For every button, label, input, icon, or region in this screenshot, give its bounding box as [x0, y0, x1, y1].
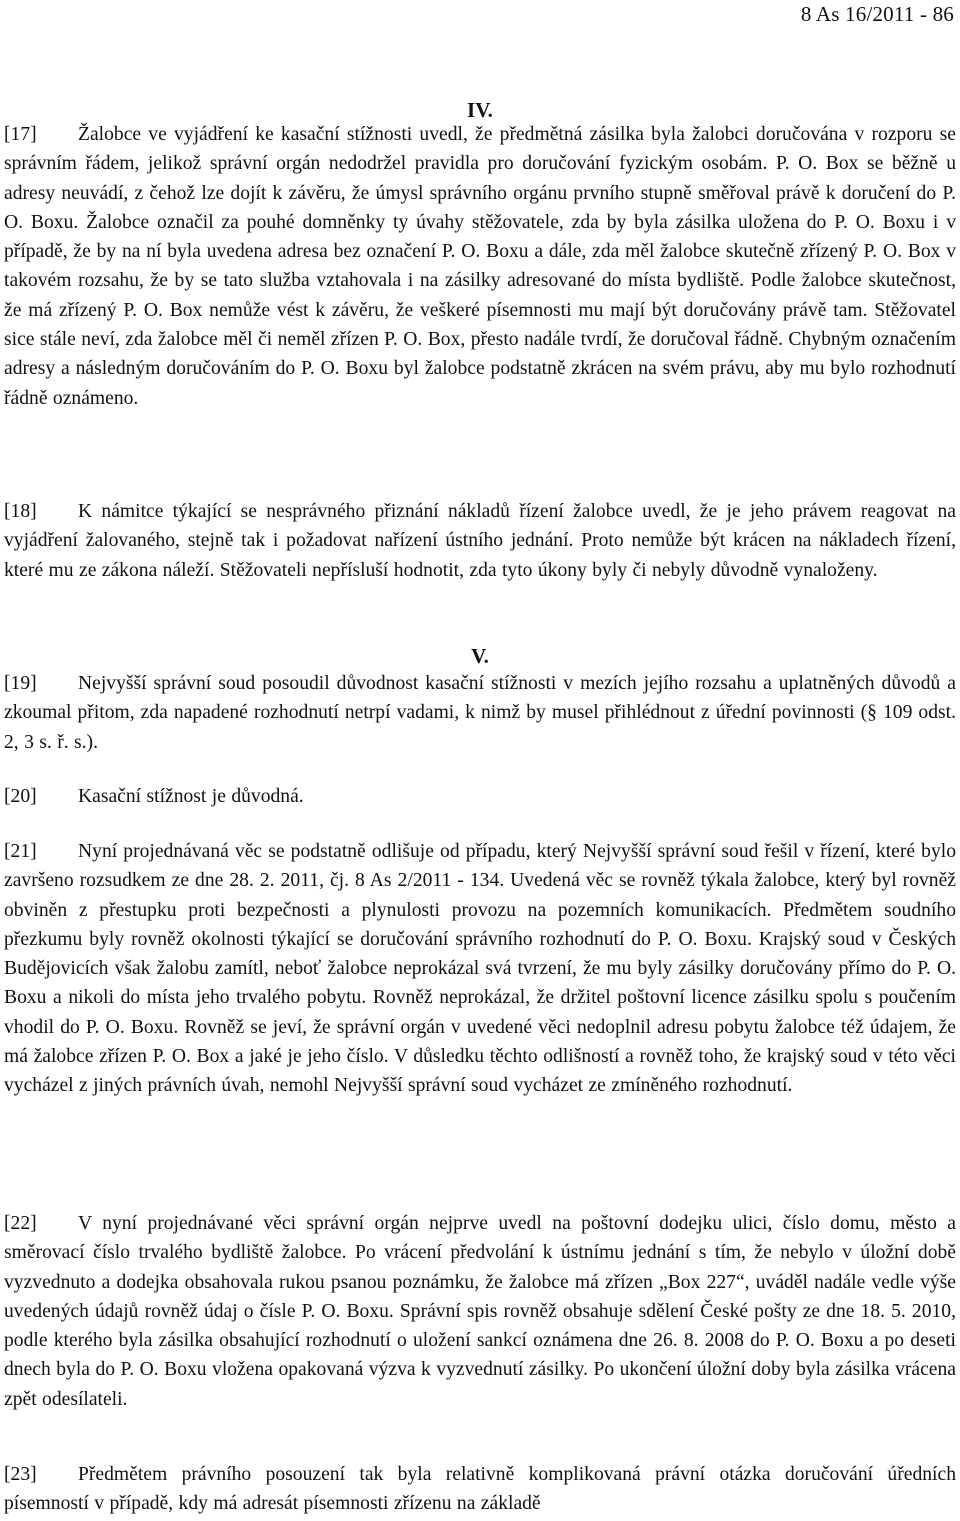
paragraph-text: Nyní projednávaná věc se podstatně odlišuje od případu, který Nejvyšší správní soud řešil v řízení, které bylo završeno rozsudkem ze dne 28. 2. 2011, čj. 8 As 2/2011 - 134. Uvedená věc se rovněž týkala žalobce, který byl rovněž obviněn z přestupku proti bezpečnosti a plynulosti provozu na pozemních komunikacích. Předmětem soudního přezkumu byly rovněž okolnosti týkající se doručování správního rozhodnutí do P. O. Boxu. Krajský soud v Českých Budějovicích však žalobu zamítl, neboť žalobce neprokázal svá tvrzení, že mu byly zásilky doručovány přímo do P. O. Boxu a nikoli do místa jeho trvalého pobytu. Rovněž neprokázal, že držitel poštovní licence zásilku spolu s poučením vhodil do P. O. Boxu. Rovněž se jeví, že správní orgán v uvedené věci nedoplnil adresu pobytu žalobce též údajem, že má žalobce zřízen P. O. Box a jaké je jeho číslo. V důsledku těchto odlišností a rovněž toho, že krajský soud v této věci vycházel z jiných právních úvah, nemohl Nejvyšší správní soud vycházet ze zmíněného rozhodnutí. — [4, 841, 956, 1097]
paragraph-number: [17] — [4, 124, 37, 145]
paragraph-number: [22] — [4, 1213, 37, 1234]
case-reference: 8 As 16/2011 - 86 — [800, 2, 954, 26]
paragraph-text: Žalobce ve vyjádření ke kasační stížnosti uvedl, že předmětná zásilka byla žalobci doručována v rozporu se správním řádem, jelikož správní orgán nedodržel pravidla pro doručování fyzickým osobám. P. O. Box se běžně u adresy neuvádí, z čehož lze dojít k závěru, že úmysl správního orgánu prvního stupně směřoval právě k doručení do P. O. Boxu. Žalobce označil za pouhé domněnky ty úvahy stěžovatele, zda by byla zásilka uložena do P. O. Boxu i v případě, že by na ní byla uvedena adresa bez označení P. O. Boxu a dále, zda měl žalobce skutečně zřízený P. O. Box v takovém rozsahu, že by se tato služba vztahovala i na zásilky adresované do místa bydliště. Podle žalobce skutečnost, že má zřízený P. O. Box nemůže vést k závěru, že veškeré písemnosti mu mají být doručovány právě tam. Stěžovatel sice stále neví, zda žalobce měl či neměl zřízen P. O. Box, přesto nadále tvrdí, že doručoval řádně. Chybným označením adresy a následným doručováním do P. O. Boxu byl žalobce podstatně zkrácen na svém právu, aby mu bylo rozhodnutí řádně oznámeno. — [4, 124, 956, 409]
paragraph-21 — [4, 837, 956, 1101]
paragraph-number: [21] — [4, 841, 37, 862]
paragraph-text: Nejvyšší správní soud posoudil důvodnost kasační stížnosti v mezích jejího rozsahu a uplatněných důvodů a zkoumal přitom, zda napadené rozhodnutí netrpí vadami, k nimž by musel přihlédnout z úřední povinnosti (§ 109 odst. 2, 3 s. ř. s.). — [4, 673, 956, 753]
paragraph-18 — [4, 497, 956, 585]
paragraph-19 — [4, 669, 956, 757]
paragraph-20 — [4, 782, 956, 811]
paragraph-23 — [4, 1460, 956, 1519]
section-heading-v: V. — [471, 644, 489, 668]
paragraph-text: V nyní projednávané věci správní orgán nejprve uvedl na poštovní dodejku ulici, číslo domu, město a směrovací číslo trvalého bydliště žalobce. Po vrácení předvolání k ústnímu jednání s tím, že nebylo v úložní době vyzvednuto a dodejka obsahovala rukou psanou poznámku, že žalobce má zřízen „Box 227“, uváděl nadále vedle výše uvedených údajů rovněž údaj o čísle P. O. Boxu. Správní spis rovněž obsahuje sdělení České pošty ze dne 18. 5. 2010, podle kterého byla zásilka obsahující rozhodnutí o uložení sankcí oznámena dne 26. 8. 2008 do P. O. Boxu a po deseti dnech byla do P. O. Boxu vložena opakovaná výzva k vyzvednutí zásilky. Po ukončení úložní doby byla zásilka vrácena zpět odesílateli. — [4, 1213, 956, 1410]
paragraph-number: [23] — [4, 1464, 37, 1485]
paragraph-number: [19] — [4, 673, 37, 694]
section-heading-iv: IV. — [467, 98, 493, 122]
paragraph-text: K námitce týkající se nesprávného přiznání nákladů řízení žalobce uvedl, že je jeho právem reagovat na vyjádření žalovaného, stejně tak i požadovat nařízení ústního jednání. Proto nemůže být krácen na nákladech řízení, které mu ze zákona náleží. Stěžovateli nepřísluší hodnotit, zda tyto úkony byly či nebyly důvodně vynaloženy. — [4, 501, 956, 581]
paragraph-number: [20] — [4, 786, 37, 807]
paragraph-text: Kasační stížnost je důvodná. — [78, 786, 304, 807]
paragraph-text: Předmětem právního posouzení tak byla relativně komplikovaná právní otázka doručování úředních písemností v případě, kdy má adresát písemnosti zřízenu na základě — [4, 1464, 956, 1515]
paragraph-17 — [4, 120, 956, 413]
paragraph-number: [18] — [4, 501, 37, 522]
paragraph-22 — [4, 1209, 956, 1414]
document-page — [4, 0, 956, 1521]
